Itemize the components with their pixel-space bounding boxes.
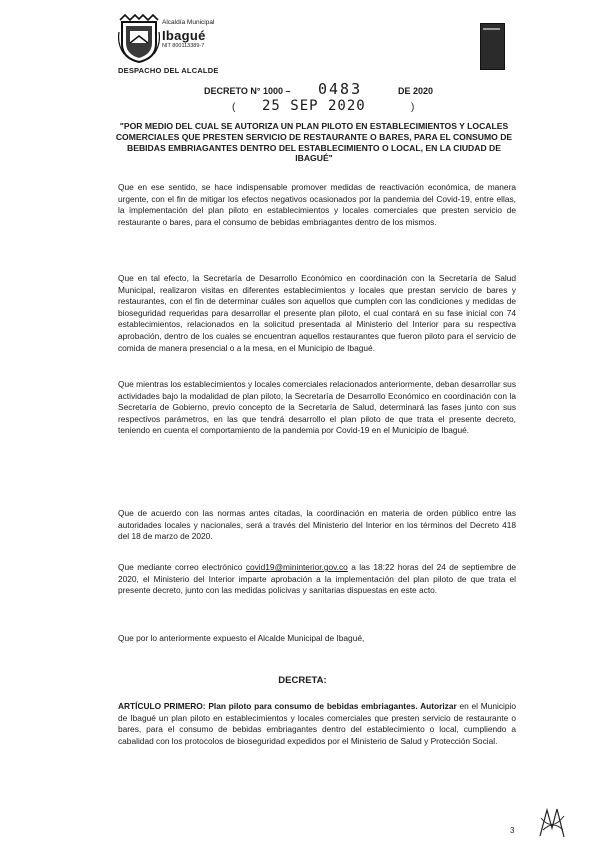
paragraph-5-end: a las 18:22 horas del 24 de septiembre de 2020, el Ministerio del Interior imparte aprobación a la implementación del plan piloto de que trata el presente decreto, junto con las medidas policivas y sanitarias dispuestas en este acto. xyxy=(118,562,516,596)
paragraph-3: Que mientras los establecimientos y locales comerciales relacionados anteriormente, deban desarrollar sus actividades bajo la modalidad de plan piloto, la Secretaría de Desarrollo Económico en coordinación con la Secretaría de Gobierno, previo concepto de la Secretaría de Salud, determinará las fases junto con sus respectivos parámetros, en las que tendrá desarrollo el plan piloto de que trata el presente decreto, teniendo en cuenta el comportamiento de la pandemia por Covid-19 en el Municipio de Ibagué. xyxy=(118,379,516,436)
decreta-heading: DECRETA: xyxy=(278,675,327,686)
decree-title: "POR MEDIO DEL CUAL SE AUTORIZA UN PLAN PILOTO EN ESTABLECIMIENTOS Y LOCALES COMERCIALES QUE PRESTEN SERVICIO DE RESTAURANTE O BARES, PARA EL CONSUMO DE BEBIDAS EMBRIAGANTES DENTRO DEL ESTABLECIMIENTO O LOCAL, EN LA CIUDAD DE IBAGUÉ" xyxy=(115,121,513,164)
paren-close: ) xyxy=(411,102,415,113)
paren-open: ( xyxy=(232,102,236,113)
paragraph-5 xyxy=(118,562,516,597)
decree-number: 0483 xyxy=(318,80,363,98)
org-name: Ibagué xyxy=(162,27,206,43)
municipal-crest-icon xyxy=(118,14,160,64)
org-nit: NIT 800113389-7 xyxy=(162,42,205,49)
email-link[interactable]: covid19@mininterior.gov.co xyxy=(245,562,348,572)
paragraph-2: Que en tal efecto, la Secretaría de Desarrollo Económico en coordinación con la Secretaría de Salud Municipal, realizaron visitas en diferentes establecimientos y locales que prestan servicio de bares y restaurantes, con el fin de determinar cuáles son aquellos que cumplen con las condiciones y medidas de bioseguridad requeridas para desarrollar el presente plan piloto, el cual contará en su fase inicial con 74 establecimientos, relacionados en la solicitud presentada al Ministerio del Interior para su respectiva aprobación, dentro de los cuales se encuentran aquellos restaurantes que fueron piloto para el servicio de comida de manera presencial o a la mesa, en el Municipio de Ibagué. xyxy=(118,273,516,353)
paragraph-1: Que en ese sentido, se hace indispensable promover medidas de reactivación económica, de manera urgente, con el fin de mitigar los efectos negativos ocasionados por la pandemia del Covid-19, entre ellas, la implementación del plan piloto en establecimientos y locales comerciales que presten servicio de restaurante o bares, para el consumo de bebidas embriagantes dentro de los mismos. xyxy=(118,182,516,227)
signature-initials-icon xyxy=(537,806,567,840)
decree-date-line xyxy=(0,100,605,122)
paragraph-5-start: Que mediante correo electrónico xyxy=(118,562,246,572)
stamp-badge xyxy=(480,23,505,70)
org-subtitle: Alcaldía Municipal xyxy=(162,19,215,26)
decree-date: 25 SEP 2020 xyxy=(262,98,366,114)
paragraph-6: Que por lo anteriormente expuesto el Alcalde Municipal de Ibagué, xyxy=(118,633,365,643)
paragraph-4: Que de acuerdo con las normas antes citadas, la coordinación en materia de orden público entre las autoridades locales y nacionales, será a través del Ministerio del Interior en los términos del Decreto 418 del 18 de marzo de 2020. xyxy=(118,508,516,542)
office-label: DESPACHO DEL ALCALDE xyxy=(118,66,219,75)
page-number: 3 xyxy=(510,826,515,835)
article-first xyxy=(118,701,516,747)
decree-label: DECRETO N° 1000 – xyxy=(204,86,291,96)
organization-block xyxy=(162,20,214,49)
article-body: en el Municipio de Ibagué un plan piloto en establecimientos y locales comerciales que presten servicio de restaurante o bares, para el consumo de bebidas embriagantes dentro del establecimiento o local, cumpliendo a cabalidad con los protocolos de bioseguridad expedidos por el Ministerio de Salud y Protección Social. xyxy=(118,701,516,746)
article-heading: ARTÍCULO PRIMERO: Plan piloto para consumo de bebidas embriagantes. Autorizar xyxy=(118,701,457,711)
decree-year: DE 2020 xyxy=(398,86,434,96)
